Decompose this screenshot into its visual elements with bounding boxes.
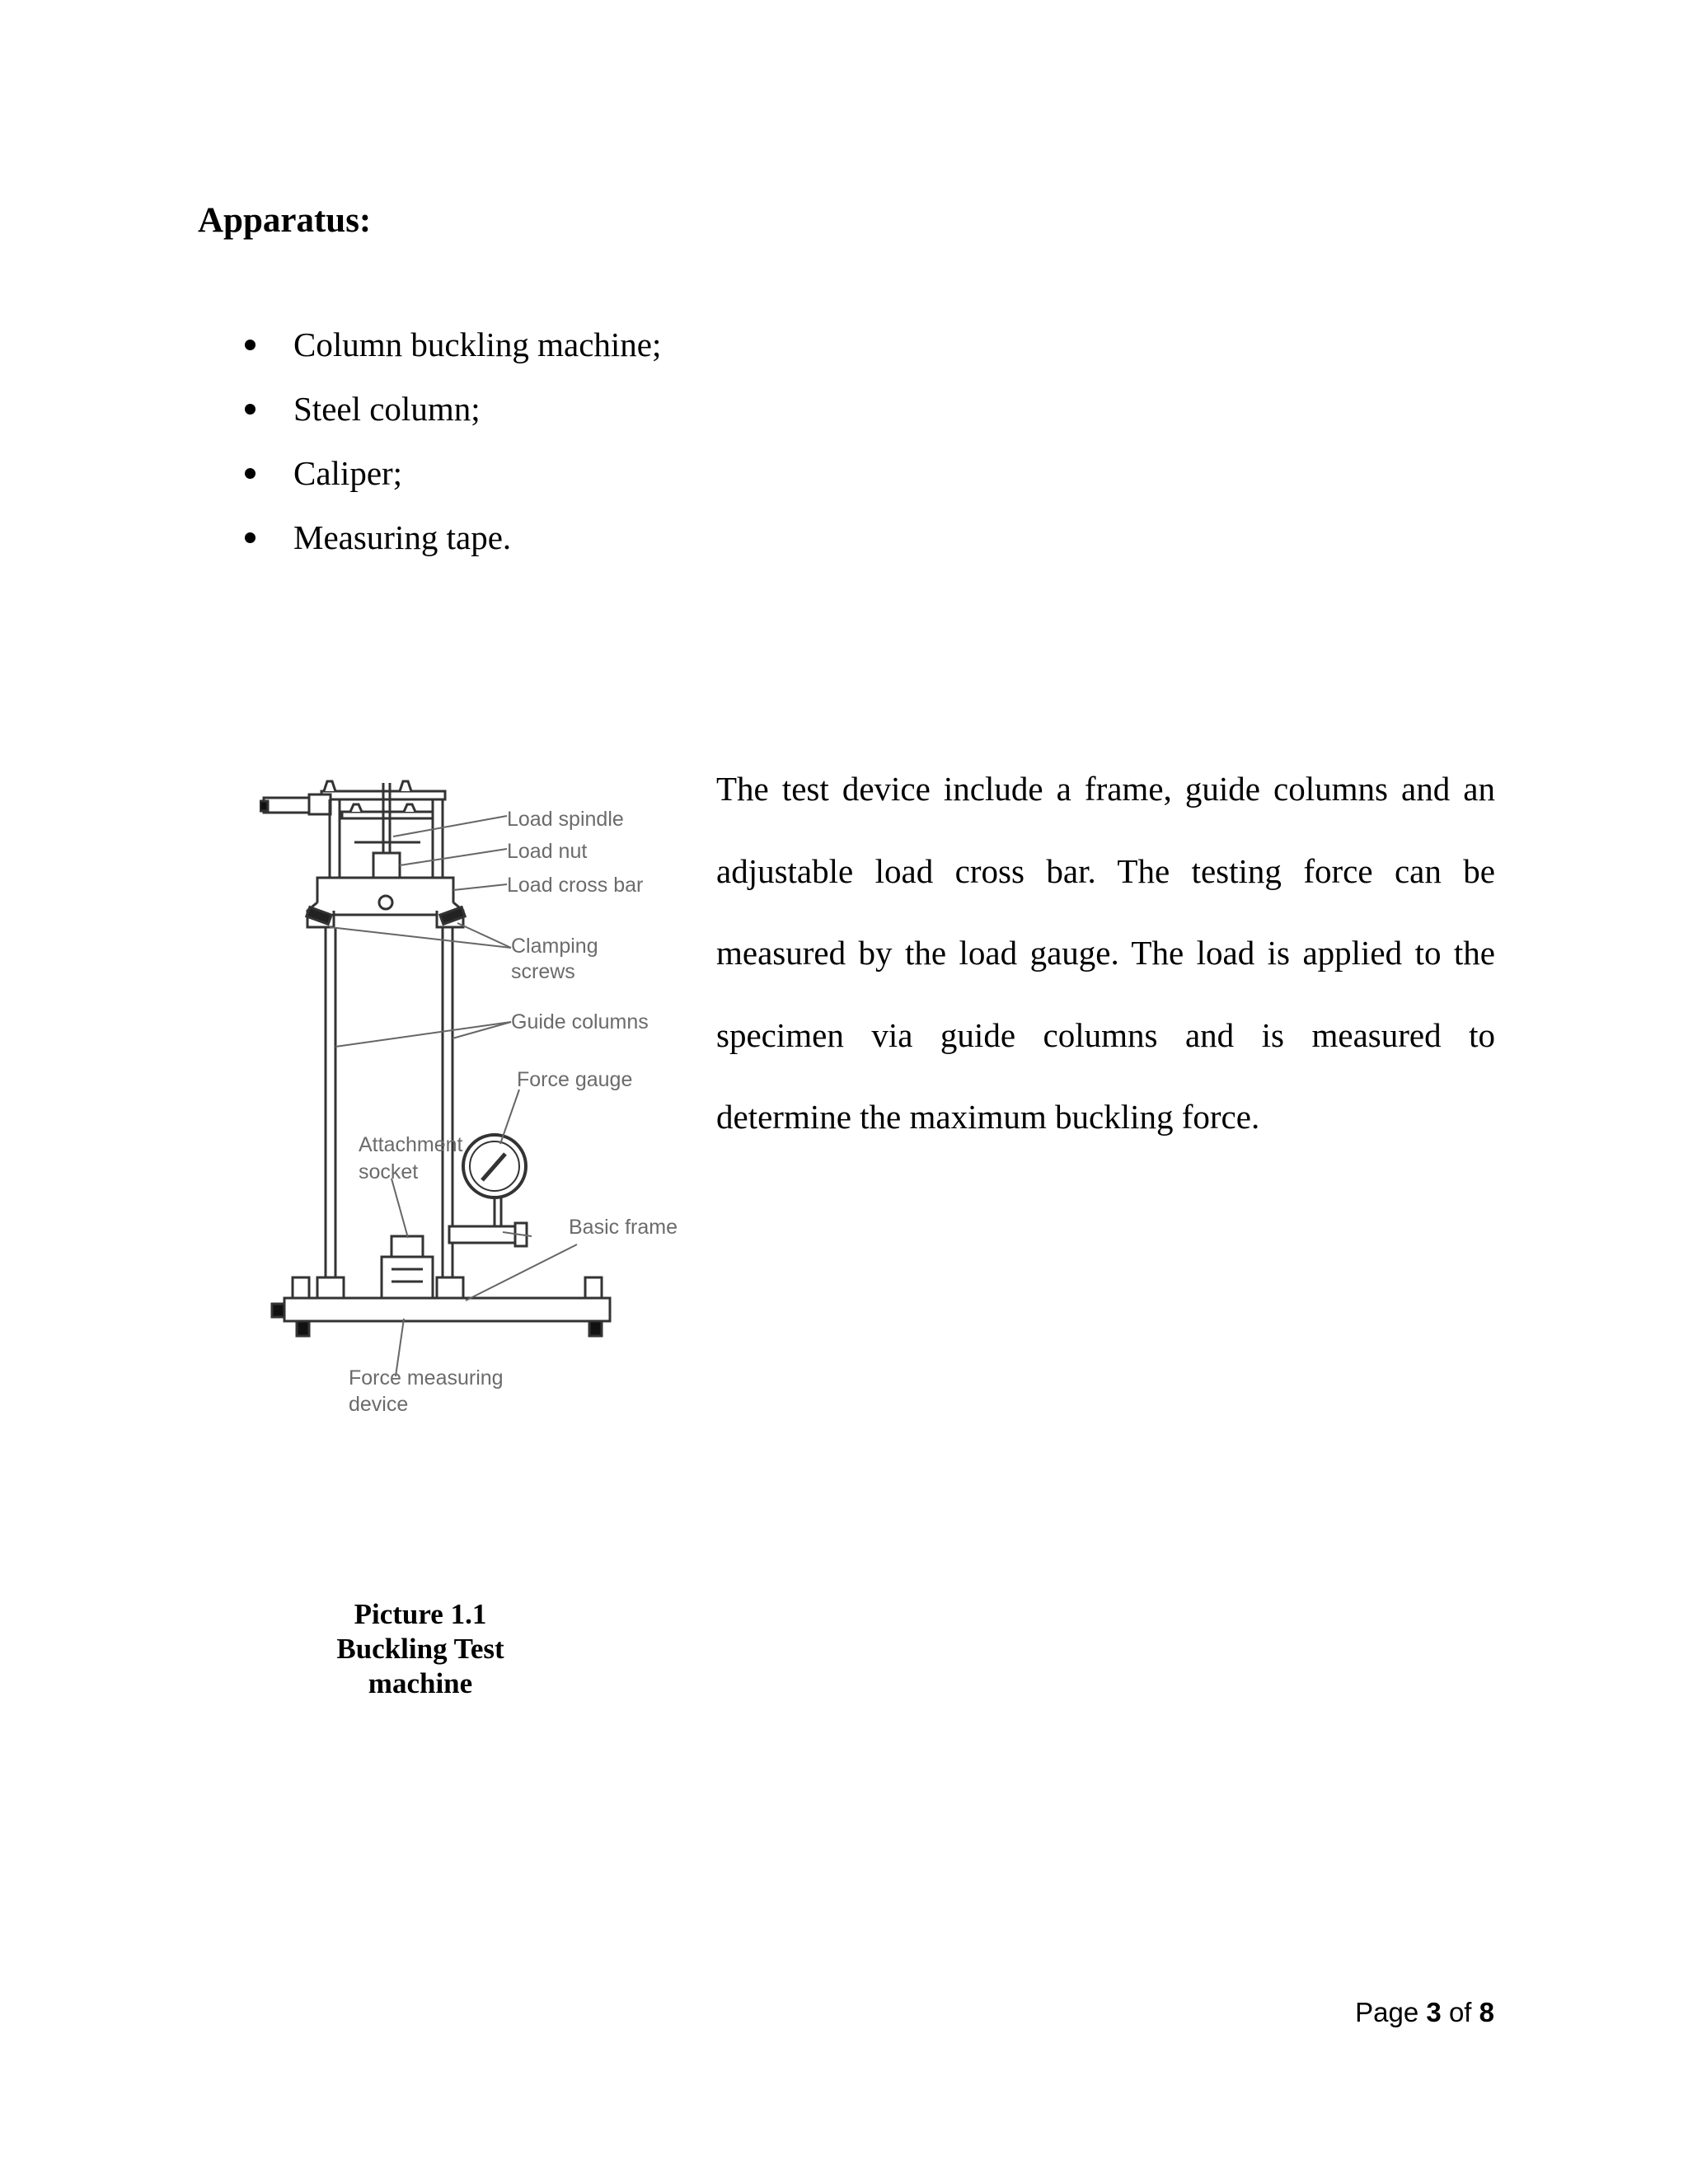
label-load-spindle: Load spindle — [507, 808, 624, 831]
bullet-icon — [245, 340, 256, 350]
bullet-icon — [245, 404, 256, 415]
list-item — [231, 441, 661, 505]
page-footer — [1355, 1996, 1494, 2029]
label-clamping: Clamping — [511, 935, 598, 958]
buckling-machine-diagram — [260, 750, 705, 1434]
label-guide-columns: Guide columns — [511, 1010, 649, 1033]
list-item-text: Measuring tape. — [293, 518, 512, 556]
label-attachment: Attachment — [359, 1133, 463, 1156]
caption-line: Picture 1.1 — [354, 1598, 487, 1630]
figure-caption — [297, 1597, 544, 1701]
page-word: Page — [1355, 1997, 1419, 2027]
buckling-machine-figure — [260, 750, 705, 1434]
label-device: device — [349, 1393, 409, 1416]
list-item — [231, 312, 661, 377]
label-load-cross-bar: Load cross bar — [507, 874, 644, 897]
current-page-number: 3 — [1426, 1997, 1442, 2027]
label-force-measuring: Force measuring — [349, 1366, 504, 1390]
list-item — [231, 377, 661, 441]
label-socket: socket — [359, 1160, 419, 1183]
caption-line: machine — [368, 1667, 473, 1699]
page-heading: Apparatus: — [198, 201, 372, 240]
label-load-nut: Load nut — [507, 840, 588, 863]
of-word: of — [1448, 1997, 1472, 2027]
apparatus-list — [231, 312, 661, 569]
bullet-icon — [245, 532, 256, 543]
label-force-gauge: Force gauge — [517, 1068, 633, 1091]
total-pages-number: 8 — [1479, 1997, 1494, 2027]
caption-line: Buckling Test — [336, 1633, 504, 1665]
bullet-icon — [245, 468, 256, 479]
list-item-text: Column buckling machine; — [293, 326, 662, 363]
list-item — [231, 505, 661, 569]
list-item-text: Steel column; — [293, 390, 481, 428]
label-screws: screws — [511, 960, 575, 983]
list-item-text: Caliper; — [293, 454, 403, 492]
description-paragraph: The test device include a frame, guide columns and an adjustable load cross bar. The testing force can be measured by the load gauge. The load is applied to the specimen via guide columns and is measured to determine the maximum buckling force. — [716, 770, 1495, 1136]
label-basic-frame: Basic frame — [569, 1216, 678, 1239]
